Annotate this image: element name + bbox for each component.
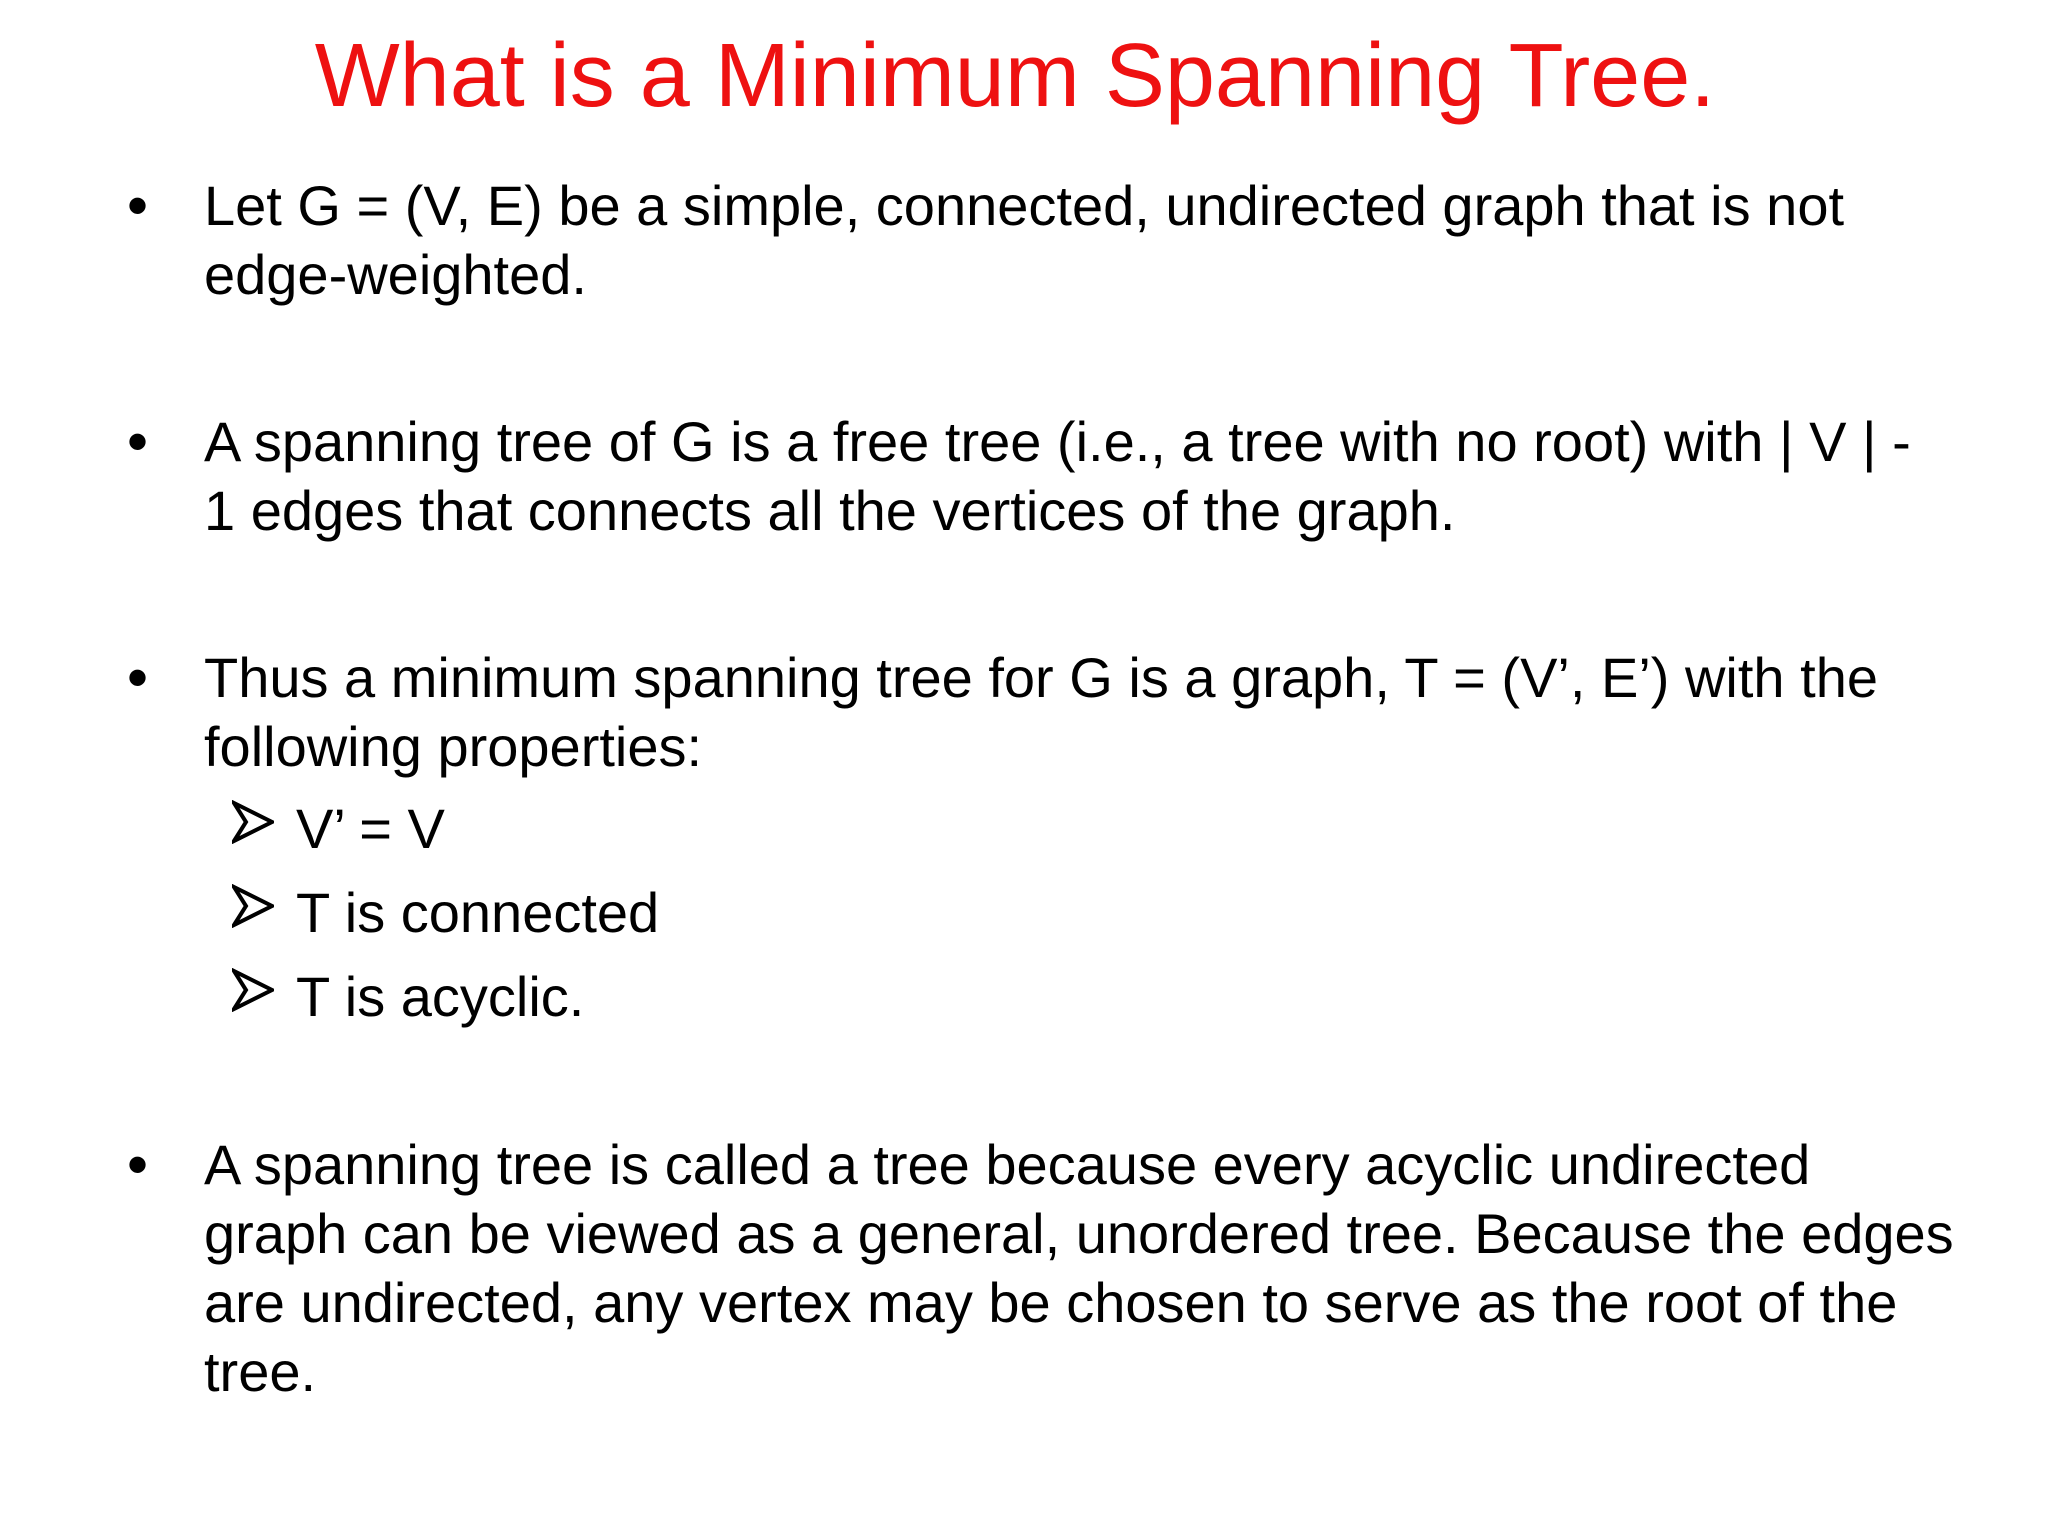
bullet-line: tree. — [204, 1340, 317, 1403]
sub-item-text: T is acyclic. — [296, 965, 585, 1028]
bullet-text — [204, 407, 2048, 545]
bullet-text — [204, 1130, 2048, 1406]
bullet-symbol: • — [127, 172, 149, 239]
slide-title: What is a Minimum Spanning Tree. — [314, 26, 1716, 126]
bullet-line: Let G = (V, E) be a simple, connected, undirected graph that is not — [204, 174, 1845, 237]
arrowhead-bullet-icon — [232, 800, 274, 844]
bullet-line: edge-weighted. — [204, 243, 587, 306]
bullet-line: are undirected, any vertex may be chosen to serve as the root of the — [204, 1271, 1898, 1334]
arrowhead-bullet-icon — [232, 884, 274, 928]
bullet-symbol: • — [127, 644, 149, 711]
sub-item-text: V’ = V — [296, 797, 445, 860]
bullet-line: Thus a minimum spanning tree for G is a graph, T = (V’, E’) with the — [204, 646, 1878, 709]
arrowhead-bullet-icon — [232, 968, 274, 1012]
sub-item-text: T is connected — [296, 881, 660, 944]
bullet-line: graph can be viewed as a general, unordered tree. Because the edges — [204, 1202, 1954, 1265]
bullet-symbol: • — [127, 1131, 149, 1198]
bullet-text — [204, 643, 2048, 781]
bullet-line: A spanning tree of G is a free tree (i.e., a tree with no root) with | V | - — [204, 410, 1911, 473]
bullet-line: A spanning tree is called a tree because every acyclic undirected — [204, 1133, 1811, 1196]
bullet-symbol: • — [127, 408, 149, 475]
bullet-text — [204, 171, 2048, 309]
bullet-line: following properties: — [204, 715, 703, 778]
bullet-line: 1 edges that connects all the vertices of the graph. — [204, 479, 1456, 542]
